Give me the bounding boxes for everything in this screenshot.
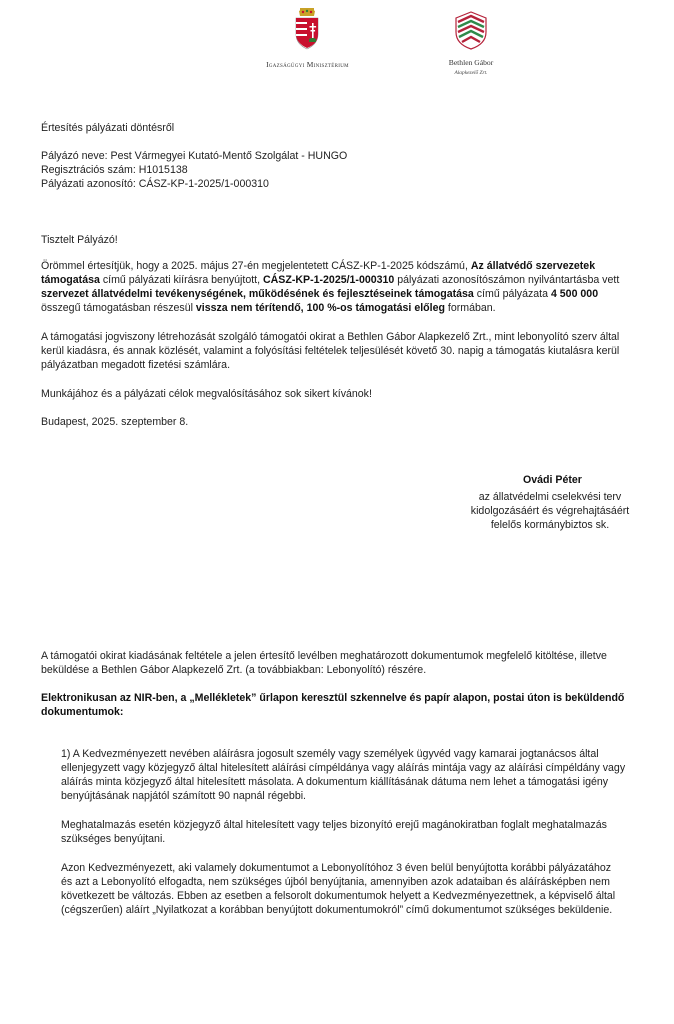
p1-line-2 [41,273,619,288]
closing-wish: Munkájához és a pályázati célok megvalósításához sok sikert kívánok! [41,388,372,400]
p1-text: formában. [444,302,496,314]
p6-line-2: szükséges benyújtani. [61,833,166,845]
p1-bold-form: vissza nem térítendő, 100 %-os támogatási előleg [195,302,445,314]
applicant-line [41,149,347,164]
p7-line-1: Azon Kedvezményezett, aki valamely dokumentumot a Lebonyolítóhoz 3 éven belül benyújtotta korábbi pályázatához [61,862,612,874]
p1-line-4 [41,301,496,316]
partner-subtitle: Alapkezelő Zrt. [454,70,488,76]
p4-bold-text: dokumentumok: [41,706,124,718]
p5-line-3: aláírás minta közjegyző által hitelesített másolata. A dokumentum kiállításának dátuma nem lehet a támogatási igény [61,776,609,788]
p7-line-3: következett be változás. Ebben az esetben a felsorolt dokumentumok helyett a Kedvezményezettnek, a képviselő által [61,890,616,902]
p1-bold-call-title: Az állatvédő szervezetek [470,260,596,272]
registration-value: H1015138 [138,164,188,176]
p1-line-3 [41,287,598,302]
p1-text: összegű támogatásban részesül [41,302,196,314]
p4-line-2 [41,705,123,720]
p7-line-2: és azt a Lebonyolító elfogadta, nem szükséges újból benyújtania, amennyiben azok adataiban és aláírásképben nem [61,876,610,888]
applicant-value: Pest Vármegyei Kutató-Mentő Szolgálat - HUNGO [110,150,348,162]
p1-text: című pályázata [473,288,551,300]
p1-line-1 [41,259,595,274]
p4-bold-text: Elektronikusan az NIR-ben, a „Mellékletek” űrlapon keresztül szkennelve és papír alapon, postai úton is beküldendő [41,692,625,704]
signer-title-1: az állatvédelmi cselekvési terv [478,491,622,503]
ministry-caption: Igazságügyi Minisztérium [266,60,349,69]
p6-line-1: Meghatalmazás esetén közjegyző által hitelesített vagy teljes bizonyító erejű magánokiratban foglalt meghatalmazás [61,819,607,831]
p1-bold-id: CÁSZ-KP-1-2025/1-000310 [263,274,395,286]
p1-bold-amount: 4 500 000 [550,288,599,300]
letter-date: Budapest, 2025. szeptember 8. [41,416,189,428]
signer-title-2: kidolgozásáért és végrehajtásáért [470,505,630,517]
salutation: Tisztelt Pályázó! [41,234,118,246]
p5-line-4: benyújtásának napjától számított 90 napnál régebbi. [61,790,307,802]
p2-line-2: kerül kiadásra, és annak közlését, valamint a folyósítási feltételek teljesülését követő 30. napig a támogatás kiutalásra kerül [41,345,620,357]
hungarian-coat-of-arms-icon [292,8,322,50]
p1-text: című pályázati kiírásra benyújtott, [99,274,263,286]
signer-name [523,473,582,488]
signer-title-3: felelős kormánybiztos sk. [490,519,610,531]
partner-logo [432,10,510,74]
p1-bold-project: szervezet állatvédelmi tevékenységének, működésének és fejlesztéseinek támogatása [41,288,474,300]
registration-line [41,163,188,178]
application-id-line [41,177,269,192]
registration-label: Regisztrációs szám: [41,164,136,176]
ministry-logo [240,8,375,70]
p5-line-2: ellenjegyzett vagy közjegyző által hitelesített aláírási címpéldánya vagy aláírás mintája vagy az aláírási címpéldány vagy [61,762,626,774]
application-id-label: Pályázati azonosító: [41,178,136,190]
p1-text: Örömmel értesítjük, hogy a 2025. május 27-én megjelentetett CÁSZ-KP-1-2025 kódszámú, [41,260,471,272]
p5-line-1: 1) A Kedvezményezett nevében aláírásra jogosult személy vagy személyek ügyvéd vagy kamarai jogtanácsos által [61,748,599,760]
document-title: Értesítés pályázati döntésről [41,122,175,134]
partner-name: Bethlen Gábor [448,58,494,67]
p1-text: pályázati azonosítószámon nyilvántartásba vett [394,274,620,286]
p1-bold-support: támogatása [41,274,100,286]
p2-line-1: A támogatási jogviszony létrehozását szolgáló támogatói okirat a Bethlen Gábor Alapkezelő Zrt., mint lebonyolító szerv által [41,331,620,343]
application-id-value: CÁSZ-KP-1-2025/1-000310 [138,178,269,190]
p3-line-2: beküldése a Bethlen Gábor Alapkezelő Zrt. (a továbbiakban: Lebonyolító) részére. [41,664,427,676]
p2-line-3: pályázatban megadott fizetési számlára. [41,359,231,371]
p4-line-1 [41,691,624,706]
p3-line-1: A támogatói okirat kiadásának feltétele a jelen értesítő levélben meghatározott dokumentumok megfelelő kitöltése, illetve [41,650,607,662]
bethlen-gabor-emblem-icon [454,10,488,50]
applicant-label: Pályázó neve: [41,150,108,162]
signer-name-text: Ovádi Péter [523,474,582,486]
p7-line-4: (cégszerűen) aláírt „Nyilatkozat a korábban benyújtott dokumentumokról” című dokumentumot szükséges beküldenie. [61,904,613,916]
